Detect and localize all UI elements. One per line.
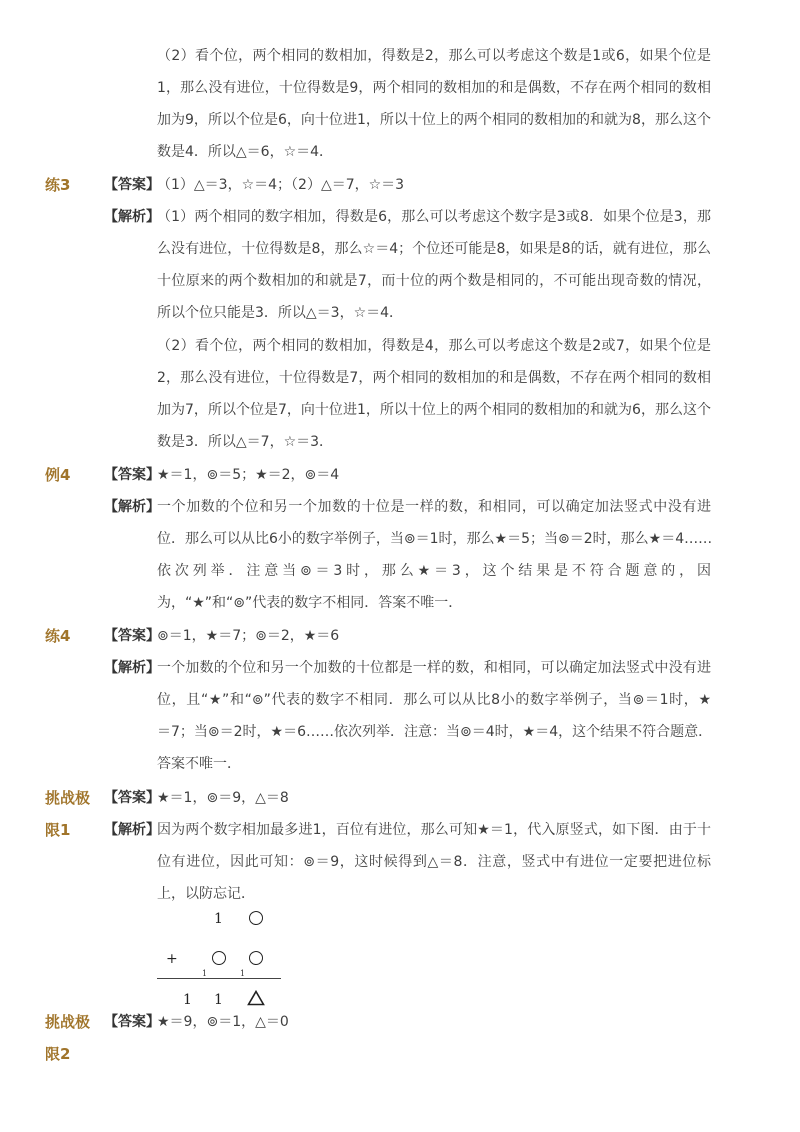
text-line: 么没有进位，十位得数是8，那么☆＝4；个位还可能是8，如果是8的话，就有进位，那么 bbox=[157, 241, 711, 257]
text-line: 一个加数的个位和另一个加数的十位都是一样的数，和相同，可以确定加法竖式中没有进 bbox=[157, 660, 711, 676]
carry-digit: 1 bbox=[202, 969, 208, 978]
text-line: （2）看个位，两个相同的数相加，得数是4，那么可以考虑这个数是2或7，如果个位是 bbox=[157, 338, 711, 354]
plus-sign: + bbox=[166, 951, 178, 967]
text-line: 位，且“★”和“⊚”代表的数字不相同．那么可以从比8小的数字举例子，当⊚＝1时，★ bbox=[157, 692, 711, 708]
answer-text: ⊚＝1，★＝7；⊚＝2，★＝6 bbox=[157, 628, 340, 644]
text-line: 依次列举．注意当⊚＝3时，那么★＝3，这个结果是不符合题意的，因 bbox=[157, 563, 711, 579]
analysis-tag: 【解析】 bbox=[104, 822, 160, 838]
text-line: 一个加数的个位和另一个加数的十位是一样的数，和相同，可以确定加法竖式中没有进 bbox=[157, 499, 711, 515]
answer-tag: 【答案】 bbox=[104, 628, 160, 644]
answer-tag: 【答案】 bbox=[104, 177, 160, 193]
text-line: 数是4．所以△＝6，☆＝4． bbox=[157, 144, 334, 160]
text-line: 因为两个数字相加最多进1，百位有进位，那么可知★＝1，代入原竖式，如下图．由于十 bbox=[157, 822, 711, 838]
answer-tag: 【答案】 bbox=[104, 790, 160, 806]
text-line: 位有进位，因此可知：⊚＝9，这时候得到△＝8．注意，竖式中有进位一定要把进位标 bbox=[157, 854, 711, 870]
triangle-icon bbox=[247, 990, 265, 1006]
text-line: ＝7；当⊚＝2时，★＝6……依次列举．注意：当⊚＝4时，★＝4，这个结果不符合题意． bbox=[157, 724, 713, 740]
section-label-lian4: 练4 bbox=[45, 627, 71, 645]
analysis-tag: 【解析】 bbox=[104, 499, 160, 515]
circle-symbol bbox=[249, 911, 263, 925]
text-line: 为，“★”和“⊚”代表的数字不相同．答案不唯一． bbox=[157, 595, 463, 611]
text-line: 加为7，所以个位是7，向十位进1，所以十位上的两个相同的数相加的和就为6，那么这个 bbox=[157, 402, 711, 418]
text-line: 1，那么没有进位，十位得数是9，两个相同的数相加的和是偶数，不存在两个相同的数相 bbox=[157, 80, 711, 96]
text-line: 答案不唯一． bbox=[157, 756, 241, 772]
text-line: 位．那么可以从比6小的数字举例子，当⊚＝1时，那么★＝5；当⊚＝2时，那么★＝4…… bbox=[157, 531, 713, 547]
result-digit: 1 bbox=[183, 992, 192, 1008]
section-label-tiaozhan2: 挑战极 bbox=[45, 1013, 91, 1031]
section-label-tiaozhan1-cont: 限1 bbox=[45, 821, 71, 839]
circle-symbol bbox=[212, 951, 226, 965]
answer-text: ★＝1，⊚＝9，△＝8 bbox=[157, 790, 289, 806]
text-line: （1）两个相同的数字相加，得数是6，那么可以考虑这个数字是3或8．如果个位是3，那 bbox=[157, 209, 711, 225]
text-line: 十位原来的两个数相加的和就是7，而十位的两个数是相同的，不可能出现奇数的情况， bbox=[157, 273, 711, 289]
section-label-tiaozhan1: 挑战极 bbox=[45, 789, 91, 807]
analysis-tag: 【解析】 bbox=[104, 209, 160, 225]
section-label-lian3: 练3 bbox=[45, 176, 71, 194]
section-label-li4: 例4 bbox=[45, 466, 71, 484]
answer-text: ★＝9，⊚＝1，△＝0 bbox=[157, 1014, 289, 1030]
text-line: 加为9，所以个位是6，向十位进1，所以十位上的两个相同的数相加的和就为8，那么这个 bbox=[157, 112, 711, 128]
answer-text: （1）△＝3，☆＝4；（2）△＝7，☆＝3 bbox=[157, 177, 405, 193]
text-line: 数是3．所以△＝7，☆＝3． bbox=[157, 434, 334, 450]
text-line: 上，以防忘记． bbox=[157, 886, 255, 902]
carry-digit: 1 bbox=[240, 969, 246, 978]
text-line: （2）看个位，两个相同的数相加，得数是2，那么可以考虑这个数是1或6，如果个位是 bbox=[157, 48, 711, 64]
top-digit: 1 bbox=[214, 911, 223, 927]
answer-text: ★＝1，⊚＝5；★＝2，⊚＝4 bbox=[157, 467, 340, 483]
section-label-tiaozhan2-cont: 限2 bbox=[45, 1045, 71, 1063]
result-digit: 1 bbox=[214, 992, 223, 1008]
answer-tag: 【答案】 bbox=[104, 1014, 160, 1030]
answer-tag: 【答案】 bbox=[104, 467, 160, 483]
sum-rule bbox=[157, 978, 281, 979]
circle-symbol bbox=[249, 951, 263, 965]
text-line: 2，那么没有进位，十位得数是7，两个相同的数相加的和是偶数，不存在两个相同的数相 bbox=[157, 370, 711, 386]
analysis-tag: 【解析】 bbox=[104, 660, 160, 676]
text-line: 所以个位只能是3．所以△＝3，☆＝4． bbox=[157, 305, 404, 321]
